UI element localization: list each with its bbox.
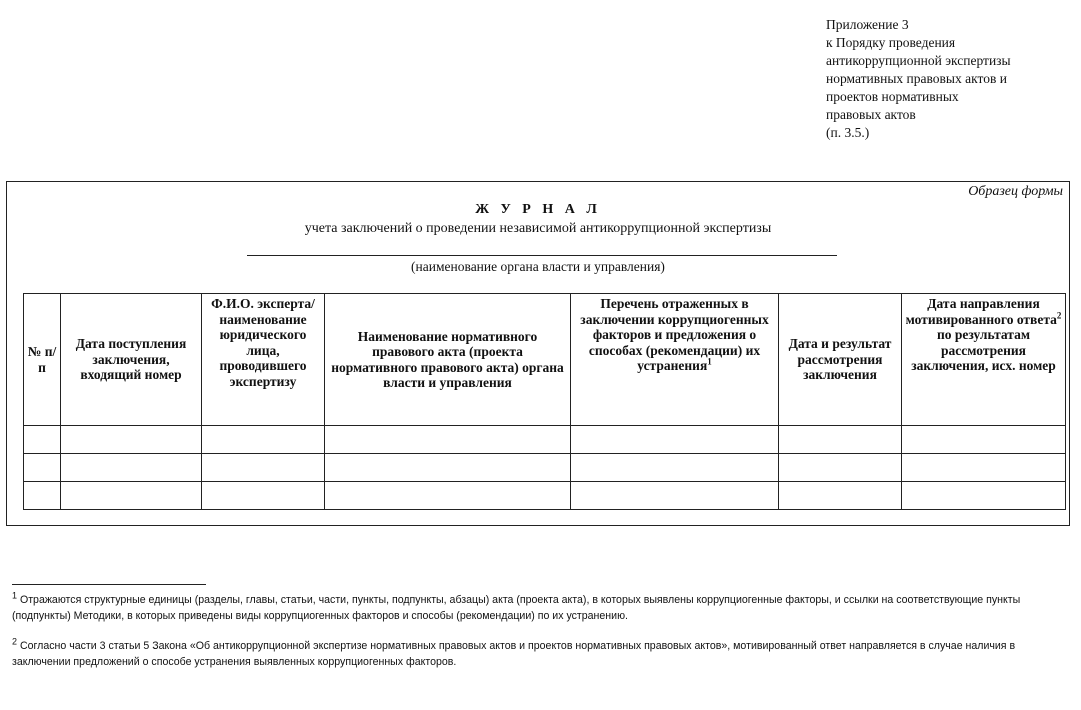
footnote-2 bbox=[12, 638, 1062, 670]
header-row bbox=[24, 294, 1066, 426]
footnote-text: Согласно части 3 статьи 5 Закона «Об антикоррупционной экспертизе нормативных правовых актов и проектов нормативных правовых актов», мотивированный ответ направляется в случае наличия в заключении предложений о способе устранения выявленных коррупциогенных факторов. bbox=[12, 640, 1016, 668]
table-cell[interactable] bbox=[779, 426, 902, 454]
journal-table bbox=[23, 293, 1066, 510]
table-cell[interactable] bbox=[202, 454, 325, 482]
sample-label: Образец формы bbox=[968, 184, 1063, 199]
header-review-result: Дата и результат рассмотрения заключения bbox=[779, 294, 902, 426]
footnote-text: Отражаются структурные единицы (разделы, главы, статьи, части, пункты, подпункты, абзацы) акта (проекта акта), в которых выявлены коррупциогенные факторы, и ссылки на соответствующие пункты (подпункты) Методики, в которых приведены виды коррупциогенных факторов и способы (рекомендации) по их устранению. bbox=[12, 594, 1021, 622]
appendix-line: правовых актов bbox=[826, 107, 916, 122]
appendix-line: Приложение 3 bbox=[826, 17, 909, 32]
header-receipt-date: Дата поступления заключения, входящий номер bbox=[61, 294, 202, 426]
table-cell[interactable] bbox=[325, 454, 571, 482]
table-cell[interactable] bbox=[902, 426, 1066, 454]
appendix-line: антикоррупционной экспертизы bbox=[826, 53, 1011, 68]
table-cell[interactable] bbox=[779, 454, 902, 482]
header-factors bbox=[571, 294, 779, 426]
form-subtitle: учета заключений о проведении независимой антикоррупционной экспертизы bbox=[304, 221, 772, 236]
table-row bbox=[24, 482, 1066, 510]
appendix-line: (п. 3.5.) bbox=[826, 125, 870, 140]
footnote-1 bbox=[12, 592, 1062, 624]
appendix-line: к Порядку проведения bbox=[826, 35, 956, 50]
header-response bbox=[902, 294, 1066, 426]
table-cell[interactable] bbox=[902, 454, 1066, 482]
table-cell[interactable] bbox=[61, 426, 202, 454]
table-cell[interactable] bbox=[61, 454, 202, 482]
org-caption: (наименование органа власти и управления) bbox=[411, 259, 665, 274]
table-cell[interactable] bbox=[61, 482, 202, 510]
appendix-line: нормативных правовых актов и bbox=[826, 71, 1007, 86]
org-name-line bbox=[247, 255, 837, 256]
table-cell[interactable] bbox=[202, 426, 325, 454]
table-cell[interactable] bbox=[902, 482, 1066, 510]
table-row bbox=[24, 454, 1066, 482]
table-cell[interactable] bbox=[202, 482, 325, 510]
table-cell[interactable] bbox=[24, 482, 61, 510]
table-row bbox=[24, 426, 1066, 454]
footnote-ref-2: 2 bbox=[1056, 310, 1062, 320]
table-cell[interactable] bbox=[24, 426, 61, 454]
form-frame bbox=[6, 181, 1070, 526]
appendix-line: проектов нормативных bbox=[826, 89, 959, 104]
table-cell[interactable] bbox=[779, 482, 902, 510]
footnote-separator bbox=[12, 584, 206, 585]
table-cell[interactable] bbox=[571, 482, 779, 510]
header-response-text-cont: по результатам рассмотрения заключения, исх. номер bbox=[911, 327, 1056, 373]
table-cell[interactable] bbox=[325, 426, 571, 454]
header-response-text: Дата направления мотивированного ответа bbox=[905, 296, 1057, 327]
footnote-mark: 1 bbox=[12, 590, 18, 601]
footnote-mark: 2 bbox=[12, 636, 18, 647]
header-number: № п/п bbox=[24, 294, 61, 426]
header-factors-text: Перечень отраженных в заключении коррупциогенных факторов и предложения о способах (рекомендации) их устранения bbox=[580, 296, 769, 373]
form-title: Ж У Р Н А Л bbox=[475, 202, 601, 217]
table-cell[interactable] bbox=[571, 454, 779, 482]
header-act-name: Наименование нормативного правового акта (проекта нормативного правового акта) органа власти и управления bbox=[325, 294, 571, 426]
header-expert: Ф.И.О. эксперта/ наименование юридического лица, проводившего экспертизу bbox=[202, 294, 325, 426]
appendix-block bbox=[826, 16, 1071, 142]
footnote-ref-1: 1 bbox=[707, 356, 712, 367]
table-cell[interactable] bbox=[24, 454, 61, 482]
table-cell[interactable] bbox=[325, 482, 571, 510]
table-cell[interactable] bbox=[571, 426, 779, 454]
